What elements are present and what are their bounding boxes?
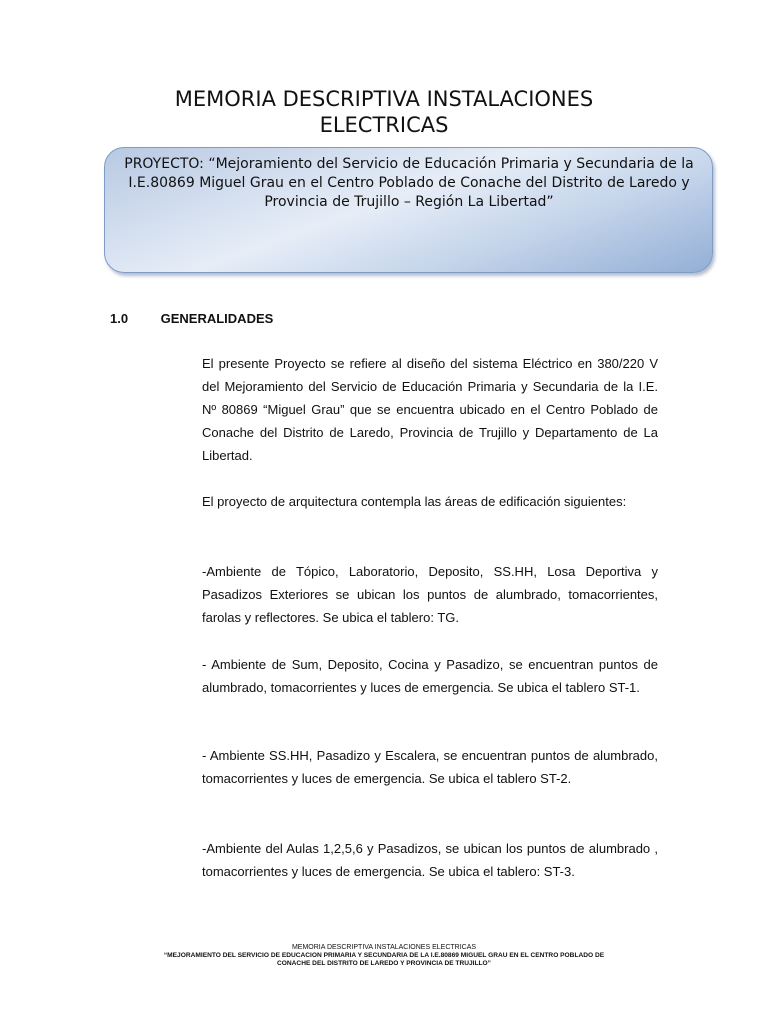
section-heading: [110, 311, 273, 326]
section-title: GENERALIDADES: [160, 311, 274, 326]
paragraph-tablero-tg: -Ambiente de Tópico, Laboratorio, Deposito, SS.HH, Losa Deportiva y Pasadizos Exteriores se ubican los puntos de alumbrado, tomacorrientes, farolas y reflectores. Se ubica el tablero: TG.: [202, 564, 658, 625]
paragraph-intro: El presente Proyecto se refiere al diseño del sistema Eléctrico en 380/220 V del Mejoramiento del Servicio de Educación Primaria y Secundaria de la I.E. Nº 80869 “Miguel Grau” que se encuentra ubicado en el Centro Poblado de Conache del Distrito de Laredo, Provincia de Trujillo y Departamento de La Libertad.: [202, 356, 658, 463]
page-title-line-2: ELECTRICAS: [319, 113, 449, 137]
paragraph-tablero-st3: -Ambiente del Aulas 1,2,5,6 y Pasadizos, se ubican los puntos de alumbrado , tomacorrientes y luces de emergencia. Se ubica el tablero: ST-3.: [202, 841, 658, 879]
paragraph-architecture: El proyecto de arquitectura contempla las áreas de edificación siguientes:: [202, 494, 627, 509]
page-title-line-1: MEMORIA DESCRIPTIVA INSTALACIONES: [174, 87, 594, 111]
page-footer: [110, 944, 658, 968]
page-title: [0, 86, 768, 138]
section-number: 1.0: [110, 311, 129, 326]
footer-line-3: CONACHE DEL DISTRITO DE LAREDO Y PROVINCIA DE TRUJILLO”: [277, 960, 491, 967]
paragraph-tablero-st1: - Ambiente de Sum, Deposito, Cocina y Pasadizo, se encuentran puntos de alumbrado, tomacorrientes y luces de emergencia. Se ubica el tablero ST-1.: [202, 657, 658, 695]
footer-line-1: MEMORIA DESCRIPTIVA INSTALACIONES ELECTRICAS: [291, 944, 477, 951]
paragraph-tablero-st2: - Ambiente SS.HH, Pasadizo y Escalera, se encuentran puntos de alumbrado, tomacorrientes y luces de emergencia. Se ubica el tablero ST-2.: [202, 748, 658, 786]
project-description: PROYECTO: “Mejoramiento del Servicio de Educación Primaria y Secundaria de la I.E.80869 Miguel Grau en el Centro Poblado de Conache del Distrito de Laredo y Provincia de Trujillo – Región La Libertad”: [124, 156, 694, 210]
footer-line-2: “MEJORAMIENTO DEL SERVICIO DE EDUCACION PRIMARIA Y SECUNDARIA DE LA I.E.80869 MIGUEL GRAU EN EL CENTRO POBLADO DE: [163, 952, 605, 959]
